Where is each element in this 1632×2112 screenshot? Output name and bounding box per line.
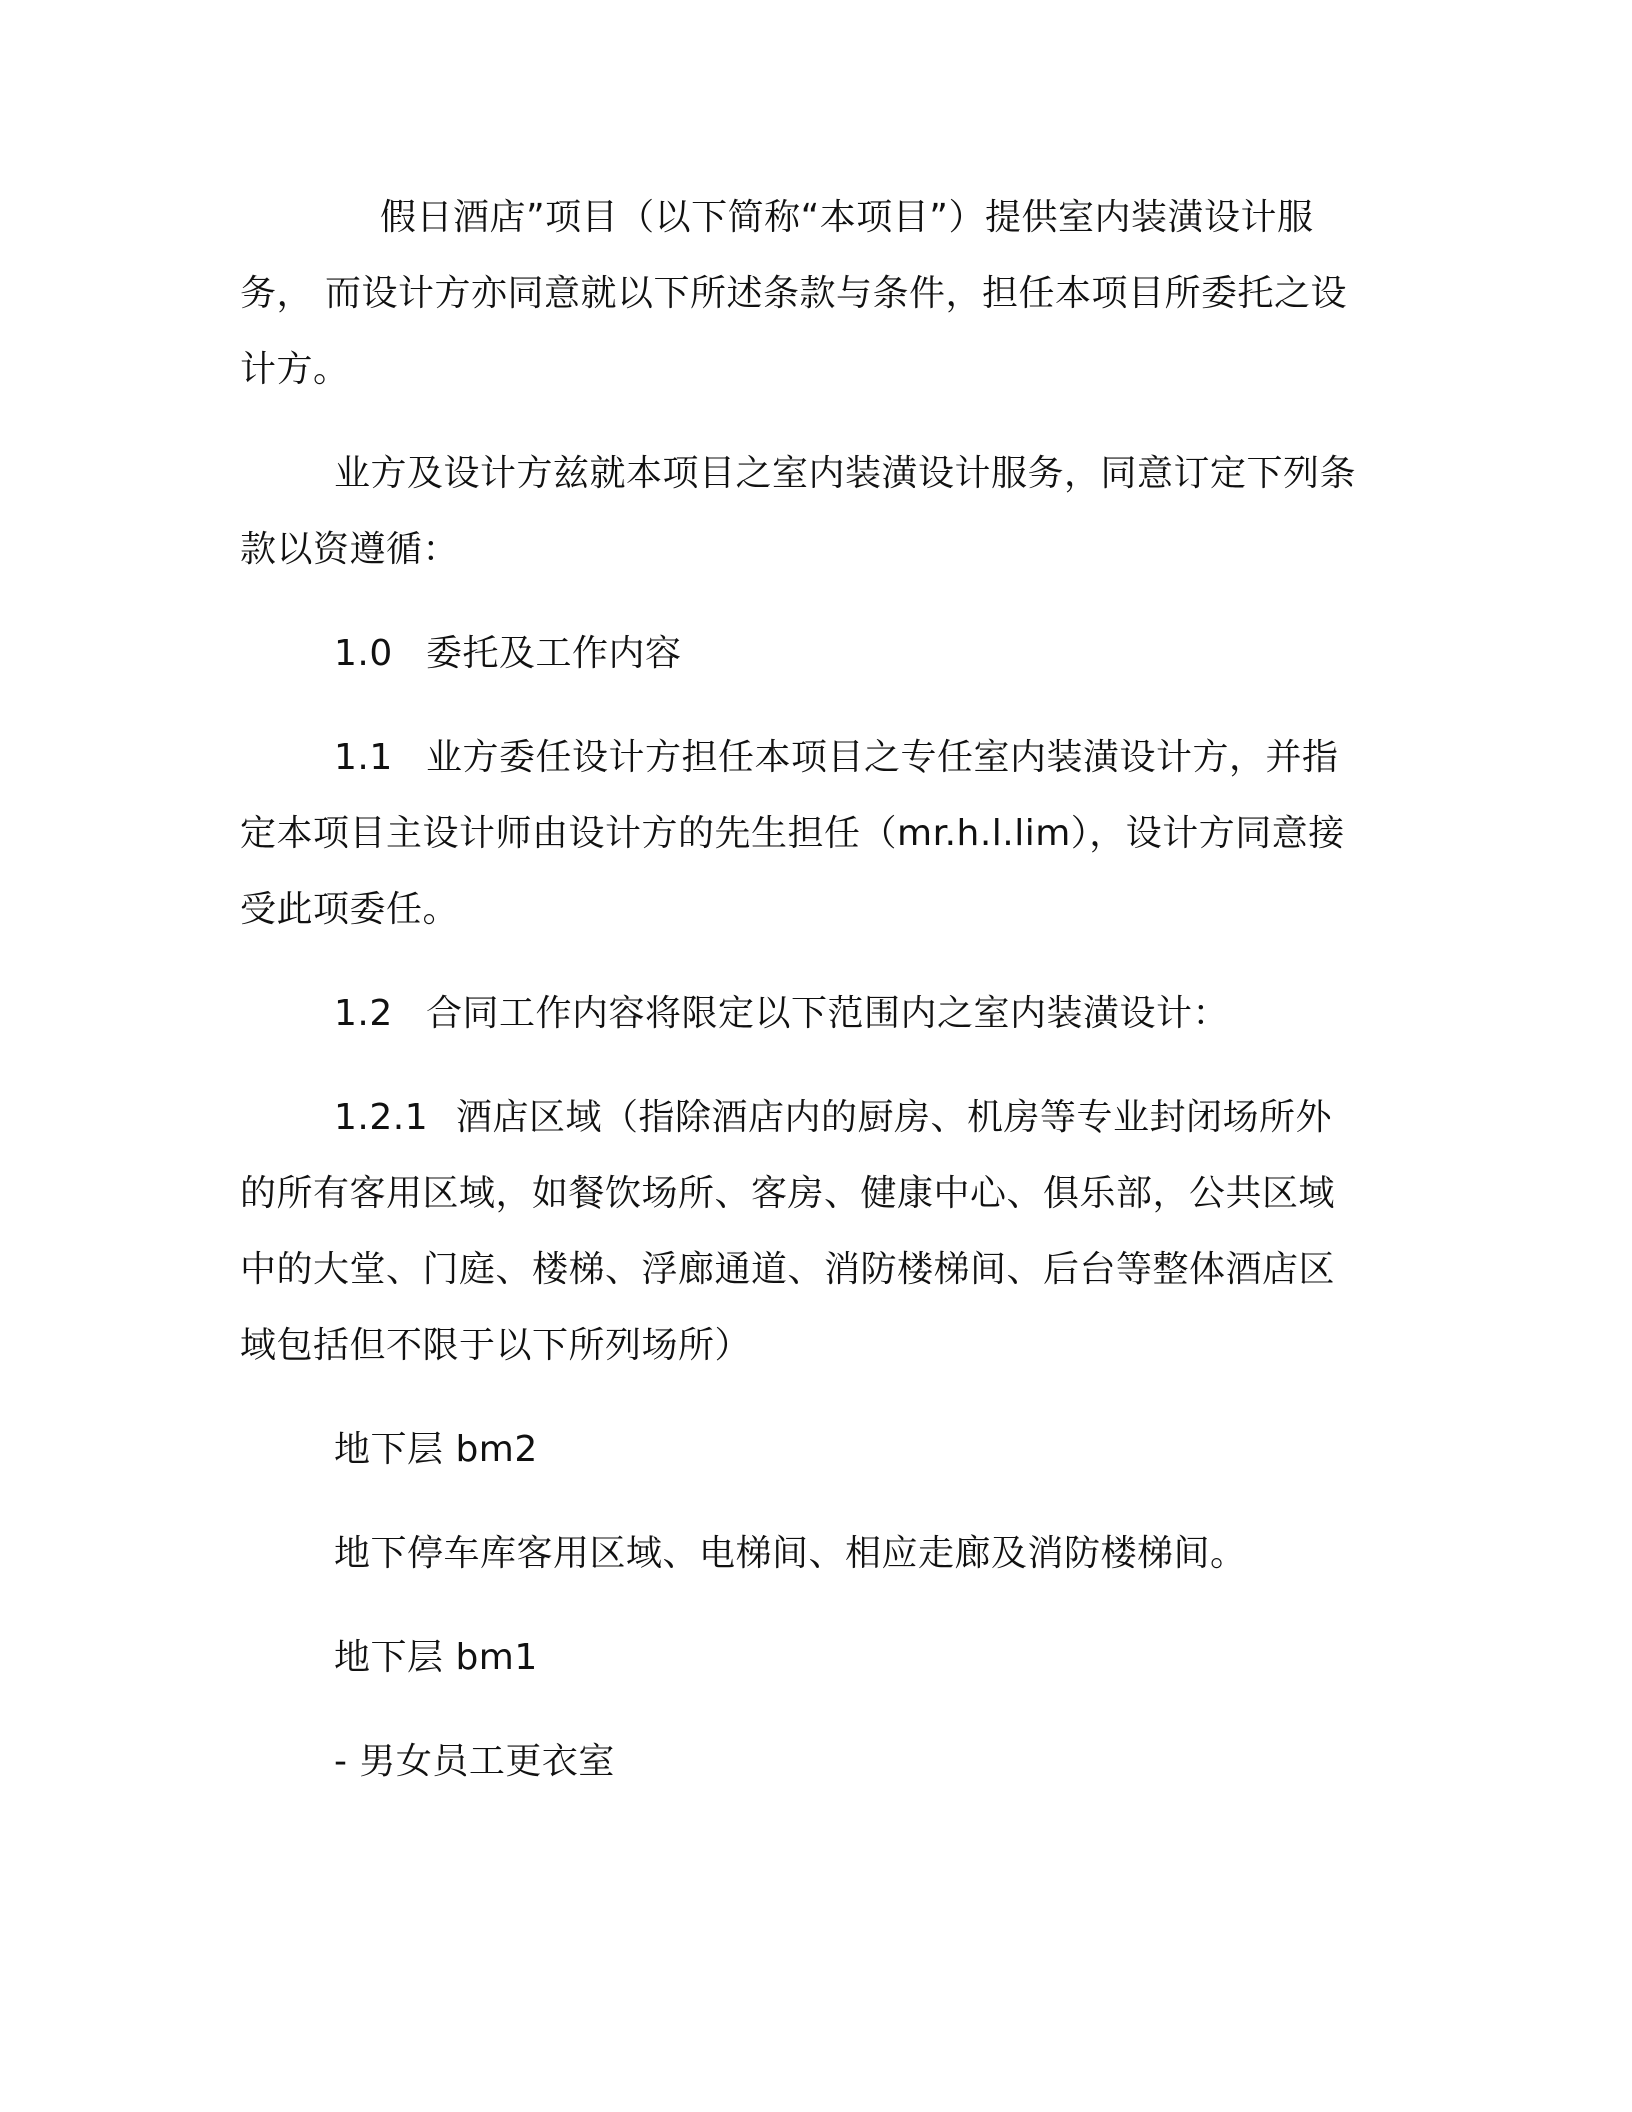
agreement-line-1: 业方及设计方兹就本项目之室内装潢设计服务，同意订定下列条 bbox=[334, 453, 1357, 494]
section-1-2-line bbox=[334, 992, 1229, 1036]
section-text: 业方委任设计方担任本项目之专任室内装潢设计方，并指 bbox=[426, 737, 1339, 778]
section-1-2-1-line-3: 中的大堂、门庭、楼梯、浮廊通道、消防楼梯间、后台等整体酒店区 bbox=[240, 1249, 1336, 1290]
intro-line-2: 务， 而设计方亦同意就以下所述条款与条件，担任本项目所委托之设 bbox=[240, 273, 1347, 314]
floor-bm1-title: 地下层 bm1 bbox=[334, 1637, 538, 1678]
section-number: 1.0 bbox=[334, 633, 393, 674]
floor-bm1-item: - 男女员工更衣室 bbox=[334, 1741, 615, 1782]
section-1-2-1-line-1 bbox=[334, 1096, 1332, 1140]
floor-bm2-description: 地下停车库客用区域、电梯间、相应走廊及消防楼梯间。 bbox=[334, 1533, 1247, 1574]
section-1-2-1-line-4: 域包括但不限于以下所列场所） bbox=[240, 1325, 752, 1366]
section-number: 1.1 bbox=[334, 737, 393, 778]
section-number: 1.2 bbox=[334, 993, 393, 1034]
section-1-1-line-3: 受此项委任。 bbox=[240, 889, 460, 930]
section-1-2-1-line-2: 的所有客用区域，如餐饮场所、客房、健康中心、俱乐部，公共区域 bbox=[240, 1173, 1336, 1214]
section-text: 酒店区域（指除酒店内的厨房、机房等专业封闭场所外 bbox=[456, 1097, 1333, 1138]
section-text: 合同工作内容将限定以下范围内之室内装潢设计： bbox=[426, 993, 1230, 1034]
intro-line-1: 假日酒店”项目（以下简称“本项目”）提供室内装潢设计服 bbox=[380, 197, 1314, 238]
section-1-1-line-2: 定本项目主设计师由设计方的先生担任（mr.h.l.lim），设计方同意接 bbox=[240, 813, 1345, 854]
section-title: 委托及工作内容 bbox=[426, 633, 682, 674]
floor-bm2-title: 地下层 bm2 bbox=[334, 1429, 538, 1470]
section-1-0-heading bbox=[334, 632, 682, 676]
section-1-1-line-1 bbox=[334, 736, 1339, 780]
intro-line-3: 计方。 bbox=[240, 349, 350, 390]
agreement-line-2: 款以资遵循： bbox=[240, 529, 460, 570]
section-number: 1.2.1 bbox=[334, 1097, 429, 1138]
